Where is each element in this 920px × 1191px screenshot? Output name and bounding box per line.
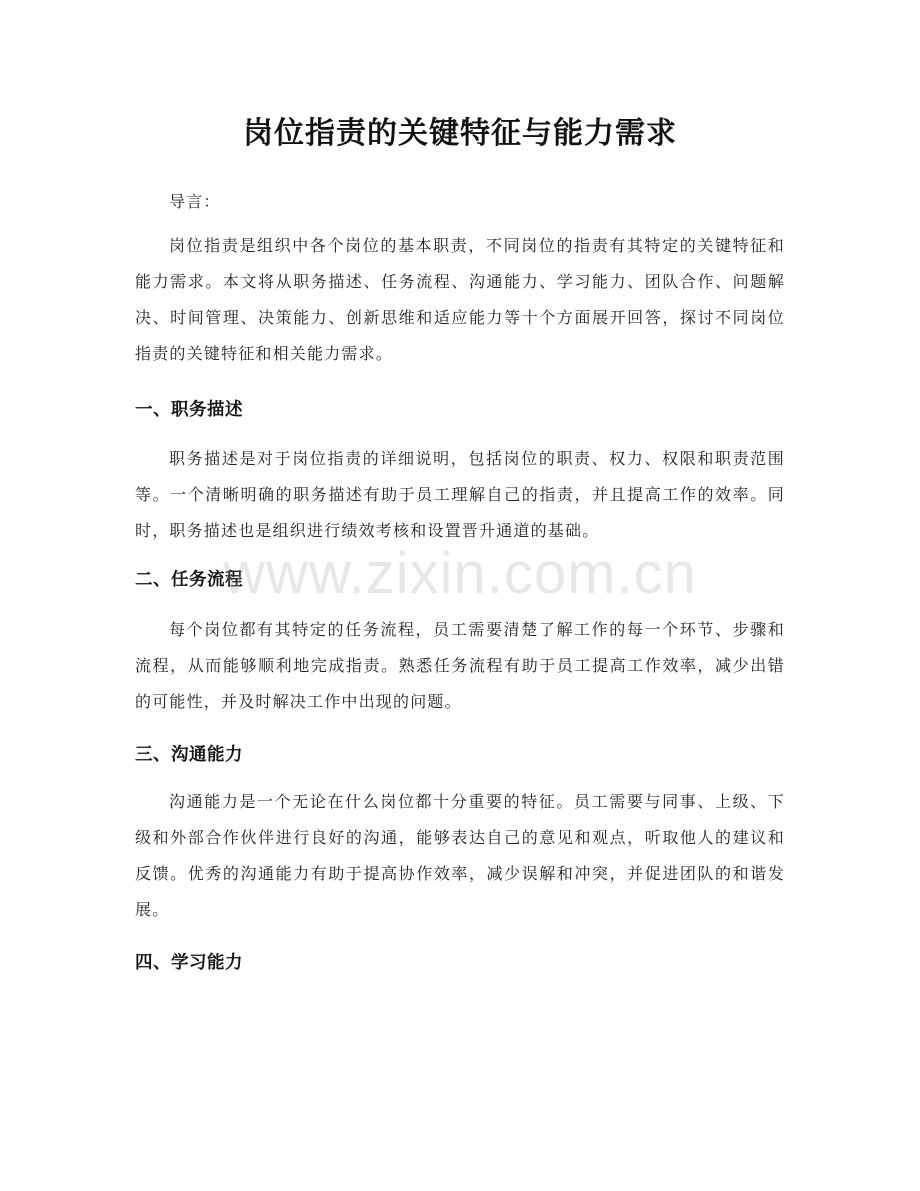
section-text-communication: 沟通能力是一个无论在什么岗位都十分重要的特征。员工需要与同事、上级、下级和外部合作伙伴进行良好的沟通，能够表达自己的意见和观点，听取他人的建议和反馈。优秀的沟通能力有助于提高协作效率，减少误解和冲突，并促进团队的和谐发展。 bbox=[135, 792, 785, 919]
section-heading-learning: 四、学习能力 bbox=[135, 953, 243, 973]
watermark: www.zixin.com.cn bbox=[223, 541, 697, 606]
section-text-task-process: 每个岗位都有其特定的任务流程，员工需要清楚了解工作的每一个环节、步骤和流程，从而能够顺利地完成指责。熟悉任务流程有助于员工提高工作效率，减少出错的可能性，并及时解决工作中出现的问题。 bbox=[135, 620, 785, 711]
section-text-job-description: 职务描述是对于岗位指责的详细说明，包括岗位的职责、权力、权限和职责范围等。一个清晰明确的职务描述有助于员工理解自己的指责，并且提高工作的效率。同时，职务描述也是组织进行绩效考核和设置晋升通道的基础。 bbox=[135, 449, 785, 540]
document-title: 岗位指责的关键特征与能力需求 bbox=[243, 116, 677, 151]
section-heading-job-description: 一、职务描述 bbox=[135, 400, 243, 420]
section-heading-task-process: 二、任务流程 bbox=[135, 570, 243, 590]
intro-label: 导言： bbox=[169, 192, 221, 211]
section-heading-communication: 三、沟通能力 bbox=[135, 745, 243, 765]
intro-paragraph: 岗位指责是组织中各个岗位的基本职责，不同岗位的指责有其特定的关键特征和能力需求。本文将从职务描述、任务流程、沟通能力、学习能力、团队合作、问题解决、时间管理、决策能力、创新思维和适应能力等十个方面展开回答，探讨不同岗位指责的关键特征和相关能力需求。 bbox=[135, 236, 785, 363]
